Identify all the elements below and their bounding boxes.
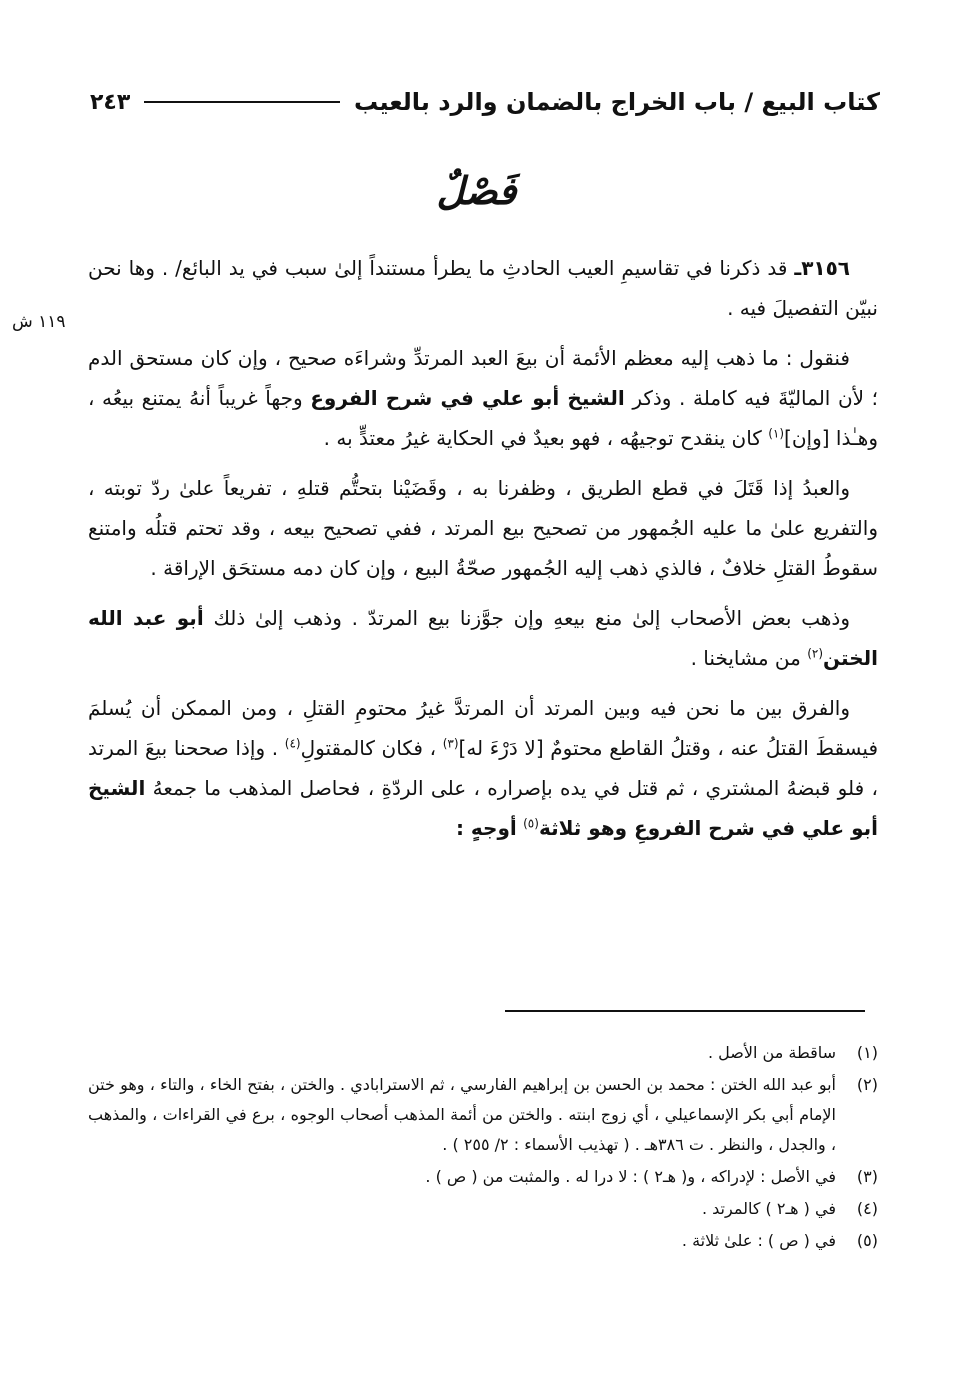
paragraph-4 (88, 598, 878, 678)
header-rule (144, 101, 340, 103)
footnote-ref: (٢) (807, 646, 824, 661)
footnote-rule (505, 1010, 865, 1012)
paragraph-text: ، فكان كالمقتولِ (300, 736, 437, 760)
margin-note: ١١٩ ش (12, 312, 66, 332)
section-heading: فَصْلٌ (436, 168, 517, 213)
paragraph-text: فنقول : ما ذهب إليه معظم الأئمة أن بيعَ العبد المرتدِّ وشراءَه صحيح ، وإن كان مستحق الدم ؛ لأن الماليّةَ فيه كاملة . وذكر (88, 346, 879, 410)
footnote-ref: (٥) (523, 816, 539, 831)
paragraph-3 (88, 468, 878, 588)
footnote-text: في ( ص ) : علىٰ ثلاثة . (681, 1231, 836, 1250)
paragraph-text: أوجهٍ : (455, 816, 517, 840)
paragraph-5 (88, 688, 878, 848)
footnote-number: (٥) (856, 1231, 878, 1250)
footnote-number: (٣) (856, 1167, 878, 1186)
page-number: ٢٤٣ (90, 89, 131, 115)
paragraph-text: وذهب بعض الأصحاب إلىٰ منع بيعهِ وإن جوَّزنا بيع المرتدّ . وذهب إلىٰ ذلك (213, 606, 850, 630)
running-header (90, 82, 880, 122)
paragraph-2 (88, 338, 878, 458)
footnote-text: ساقطة من الأصل . (708, 1043, 836, 1062)
paragraph-text: كان ينقدح توجيهُه ، فهو بعيدٌ في الحكاية غيرُ معتدٍّ به . (323, 426, 762, 450)
footnote (88, 1070, 878, 1160)
footnote (88, 1226, 878, 1256)
footnote-number: (٢) (856, 1075, 878, 1094)
header-title: كتاب البيع / باب الخراج بالضمان والرد بالعيب (354, 88, 880, 116)
paragraph-1 (88, 248, 878, 328)
footnote (88, 1194, 878, 1224)
footnote-ref: (٣) (442, 736, 459, 751)
footnote-text: في ( هـ٢ ) كالمرتد . (701, 1199, 836, 1218)
body-text (88, 248, 878, 858)
paragraph-text: قد ذكرنا في تقاسيمِ العيب الحادثِ ما يطرأ مستنداً إلىٰ سبب في يد البائع/ . وها نحن نبيّن التفصيلَ فيه . (88, 256, 878, 320)
footnote-text: في الأصل : لإدراكه ، و( هـ٢ ) : لا درا له . والمثبت من ( ص ) . (425, 1167, 836, 1186)
paragraph-text: وجهاً غريباً أنهُ يمتنع بيعُه ، وهـٰذا [وإن] (88, 386, 878, 450)
footnote-ref: (١) (768, 426, 785, 441)
footnote-number: (٤) (856, 1199, 878, 1218)
cited-work: الشيخ أبو علي في شرح الفروع (310, 386, 625, 410)
footnote-text: أبو عبد الله الختن : محمد بن الحسن بن إبراهيم الفارسي ، ثم الاسترابادي . والختن ، بفتح الخاء ، والتاء ، وهو ختن الإمام أبي بكر الإسماعيلي ، أي زوج ابنته . والختن من أئمة المذهب أصحاب الوجوه ، برع في القراءات ، والمذهب ، والجدل ، والنظر . ت ٣٨٦هـ . ( تهذيب الأسماء : ٢/ ٢٥٥ ) . (88, 1075, 836, 1154)
footnote (88, 1038, 878, 1068)
paragraph-text: والفرق بين ما نحن فيه وبين المرتد أن المرتدَّ غيرُ محتومِ القتلِ ، ومن الممكن أن يُسلمَ فيسقطَ القتلُ عنه ، وقتلُ القاطع محتومٌ [لا دَرْءَ له] (88, 696, 878, 760)
footnotes (88, 1038, 878, 1258)
footnote (88, 1162, 878, 1192)
paragraph-text: من مشايخنا . (690, 646, 801, 670)
paragraph-text: . وإذا صححنا بيعَ المرتد ، فلو قبضهُ المشتري ، ثم قتل في يده بإصراره ، على الردّةِ ، فحاصل المذهب ما جمعهُ (88, 736, 878, 800)
cited-scholar: أبو عبد الله الختن (88, 606, 878, 670)
paragraph-text: والعبدُ إذا قَتَلَ في قطع الطريق ، وظفرنا به ، وقَضَيْنا بتحتُّم قتلهِ ، تفريعاً علىٰ ردّ توبته ، والتفريع علىٰ ما عليه الجُمهور من تصحيح بيع المرتد ، ففي تصحيح بيعه ، وقد تحتم قتلُه وامتنع سقوطُ القتلِ خلافٌ ، فالذي ذهب إليه الجُمهور صحّةُ البيع ، وإن كان دمه مستحَق الإراقة . (88, 476, 878, 580)
footnote-number: (١) (856, 1043, 878, 1062)
paragraph-number: ٣١٥٦ـ (794, 256, 851, 280)
cited-work: الشيخ أبو علي في شرح الفروعِ وهو ثلاثة (88, 776, 878, 840)
footnote-ref: (٤) (284, 736, 301, 751)
